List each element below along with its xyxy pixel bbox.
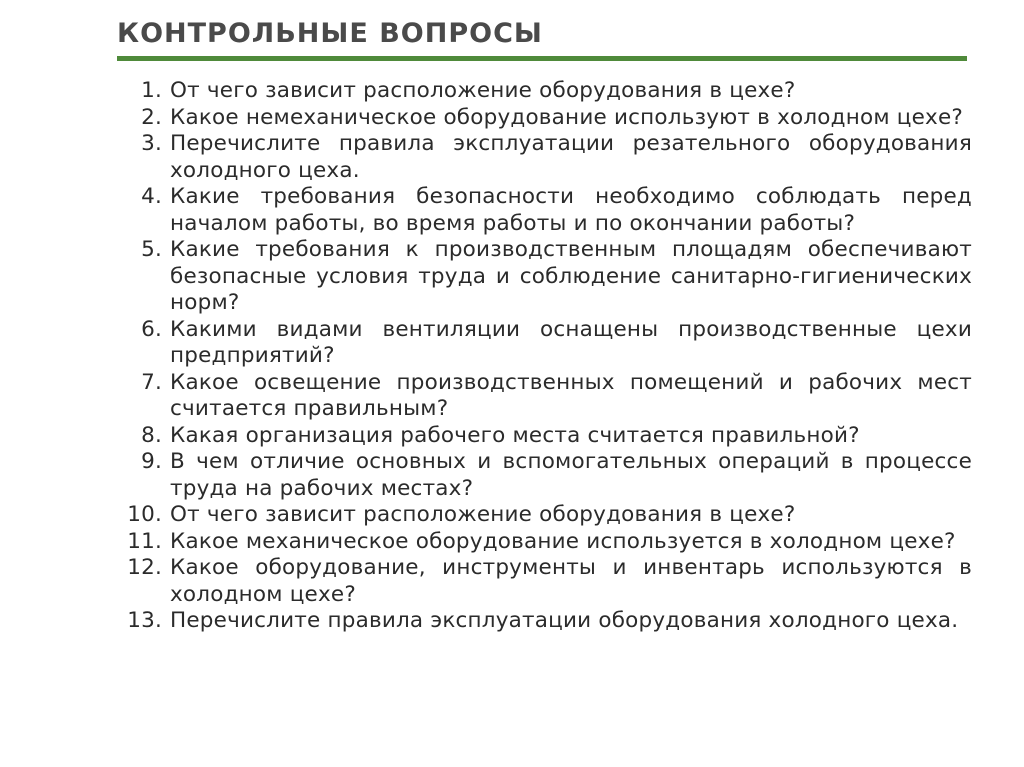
question-number: 1. <box>141 78 162 103</box>
question-number: 2. <box>141 104 162 130</box>
question-text: Какие требования к производственным площадям обеспечивают безопасные условия труда и соблюдение санитарно-гигиенических норм? <box>170 237 972 315</box>
question-number: 9. <box>141 449 162 474</box>
question-item <box>112 529 972 556</box>
question-number: 7. <box>141 369 162 395</box>
question-item <box>112 317 972 370</box>
question-number: 13. <box>127 608 162 633</box>
question-item <box>112 449 972 502</box>
question-number: 3. <box>141 131 162 156</box>
question-text: От чего зависит расположение оборудования в цехе? <box>170 78 796 103</box>
question-item <box>112 184 972 237</box>
question-text: Какое немеханическое оборудование используют в холодном цехе? <box>170 104 964 130</box>
title-divider <box>117 56 967 61</box>
question-item <box>112 131 972 184</box>
question-number: 10. <box>127 502 162 527</box>
question-text: Какие требования безопасности необходимо соблюдать перед началом работы, во время работы и по окончании работы? <box>170 184 972 236</box>
question-item <box>112 105 972 132</box>
question-item <box>112 370 972 423</box>
question-item <box>112 78 972 105</box>
question-text: Какая организация рабочего места считается правильной? <box>170 422 860 448</box>
question-number: 4. <box>141 184 162 209</box>
question-text: В чем отличие основных и вспомогательных операций в процессе труда на рабочих местах? <box>170 449 972 501</box>
question-text: Перечислите правила эксплуатации резательного оборудования холодного цеха. <box>170 131 972 183</box>
question-item <box>112 608 972 635</box>
question-text: Какое освещение производственных помещений и рабочих мест считается правильным? <box>170 369 972 421</box>
question-text: Какое оборудование, инструменты и инвентарь используются в холодном цехе? <box>170 555 972 607</box>
question-number: 11. <box>127 528 162 554</box>
question-item <box>112 502 972 529</box>
question-item <box>112 555 972 608</box>
question-number: 8. <box>141 422 162 448</box>
question-number: 12. <box>127 555 162 580</box>
question-text: Какими видами вентиляции оснащены производственные цехи предприятий? <box>170 316 972 368</box>
question-item <box>112 423 972 450</box>
question-item <box>112 237 972 317</box>
question-text: Перечислите правила эксплуатации оборудования холодного цеха. <box>170 608 959 633</box>
question-list <box>112 78 972 635</box>
question-text: От чего зависит расположение оборудования в цехе? <box>170 502 796 527</box>
question-number: 5. <box>141 237 162 262</box>
page-title: КОНТРОЛЬНЫЕ ВОПРОСЫ <box>117 18 543 49</box>
question-text: Какое механическое оборудование используется в холодном цехе? <box>170 528 956 554</box>
question-number: 6. <box>141 316 162 342</box>
